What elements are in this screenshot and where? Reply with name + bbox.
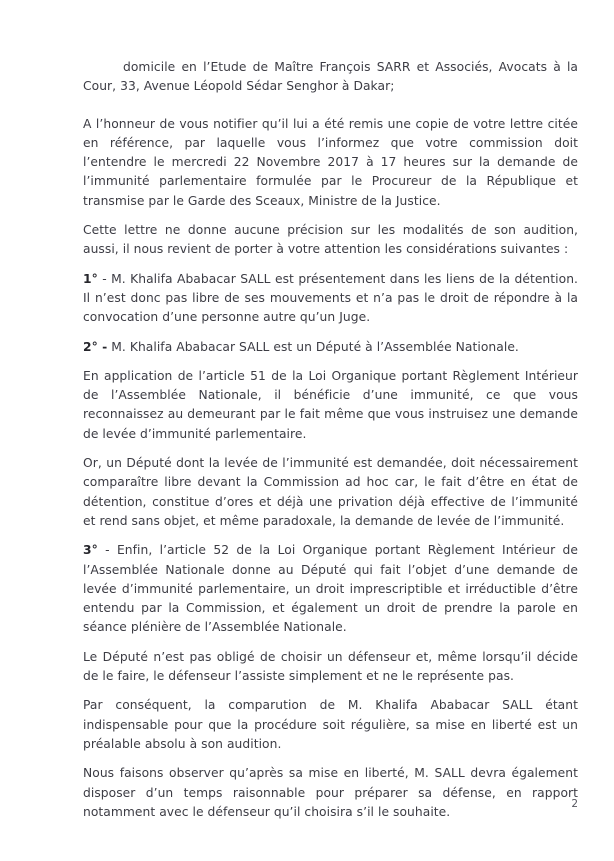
paragraph-text: Nous faisons observer qu’après sa mise en liberté, M. SALL devra également disposer d’un temps raisonnable pour préparer sa défense, en rapport notamment avec le défenseur qu’il choisira s’il le souhaite. [83, 766, 578, 819]
paragraph-text: Le Député n’est pas obligé de choisir un défenseur et, même lorsqu’il décide de le faire, le défenseur l’assiste simplement et ne le représente pas. [83, 649, 578, 684]
p-defenseur [83, 648, 578, 687]
document-text-body [83, 58, 578, 822]
paragraph-text: En application de l’article 51 de la Loi Organique portant Règlement Intérieur de l’Assemblée Nationale, il bénéficie d’une immunité, ce que vous reconnaissez au demeurant par le fait même que vous instruisez une demande de levée d’immunité parlementaire. [83, 368, 578, 441]
paragraph-text: A l’honneur de vous notifier qu’il lui a été remis une copie de votre lettre citée en référence, par laquelle vous l’informez que votre commission doit l’entendre le mercredi 22 Novembre 2017 à 17 heures sur la demande de l’immunité parlementaire formulée par le Procureur de la République et transmise par le Garde des Sceaux, Ministre de la Justice. [83, 116, 578, 208]
p-article-51 [83, 367, 578, 444]
p-or-depute [83, 454, 578, 531]
paragraph-marker: 1° [83, 271, 98, 286]
paragraph-text: - Enfin, l’article 52 de la Loi Organique portant Règlement Intérieur de l’Assemblée Nationale donne au Député qui fait l’objet d’une demande de levée d’immunité parlementaire, un droit imprescriptible et irréductible d’être entendu par la Commission, et également un droit de prendre la parole en séance plénière de l’Assemblée Nationale. [83, 543, 578, 635]
p-address-continuation [83, 58, 578, 97]
p-consequent [83, 696, 578, 754]
paragraph-text: domicile en l’Etude de Maître François SARR et Associés, Avocats à la Cour, 33, Avenue Léopold Sédar Senghor à Dakar; [83, 60, 578, 94]
p-point-2 [83, 338, 578, 357]
paragraph-text: Or, un Député dont la levée de l’immunité est demandée, doit nécessairement comparaître libre devant la Commission ad hoc car, le fait d’être en état de détention, constitue d’ores et déjà une privation déjà effective de l’immunité et rend sans objet, et même paradoxale, la demande de levée de l’immunité. [83, 456, 578, 528]
paragraph-text: M. Khalifa Ababacar SALL est un Député à l’Assemblée Nationale. [107, 339, 519, 354]
p-cette-lettre [83, 221, 578, 260]
page-number: 2 [571, 798, 578, 810]
paragraph-text: Cette lettre ne donne aucune précision sur les modalités de son audition, aussi, il nous revient de porter à votre attention les considérations suivantes : [83, 223, 578, 257]
p-point-1 [83, 270, 578, 328]
paragraph-marker: 3° [83, 543, 98, 558]
p-nous-faisons-observer [83, 764, 578, 822]
paragraph-text: Par conséquent, la comparution de M. Khalifa Ababacar SALL étant indispensable pour que la procédure soit régulière, sa mise en liberté est un préalable absolu à son audition. [83, 698, 578, 751]
p-point-3 [83, 541, 578, 637]
paragraph-text: - M. Khalifa Ababacar SALL est présentement dans les liens de la détention. Il n’est donc pas libre de ses mouvements et n’a pas le droit de répondre à la convocation d’une personne autre qu’un Juge. [83, 271, 578, 325]
p-honneur-notifier [83, 115, 578, 211]
paragraph-marker: 2° - [83, 339, 108, 354]
